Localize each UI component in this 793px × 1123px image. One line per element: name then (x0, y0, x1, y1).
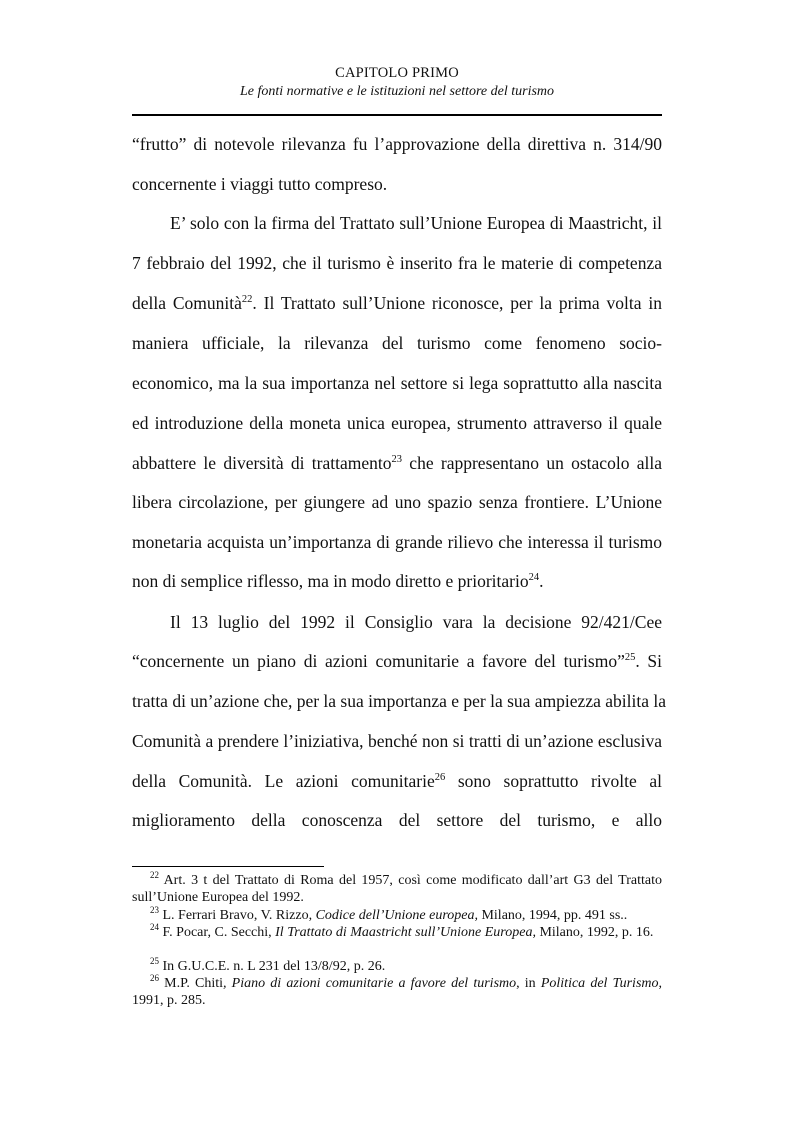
body-line: monetaria acquista un’importanza di grande rilievo che interessa il turismo (132, 532, 662, 552)
footnote-ref: 25 (624, 652, 636, 663)
footnote-ref: 22 (241, 294, 253, 305)
footnote-ref: 24 (528, 572, 540, 583)
body-line: libera circolazione, per giungere ad uno spazio senza frontiere. L’Unione (132, 492, 662, 512)
footnote-separator (132, 866, 324, 867)
running-header (132, 64, 662, 101)
body-line: Comunità a prendere l’iniziativa, benché non si tratti di un’azione esclusiva (132, 731, 662, 751)
body-line: E’ solo con la firma del Trattato sull’Unione Europea di Maastricht, il (170, 213, 662, 233)
body-line: “frutto” di notevole rilevanza fu l’approvazione della direttiva n. 314/90 (132, 134, 662, 154)
body-line: della Comunità$^{22}$. Il Trattato sull’Unione riconosce, per la prima volta in (132, 293, 662, 313)
footnote-22: $^{22}$ Art. 3 t del Trattato di Roma del 1957, così come modificato dall’art G3 del Trattato sull’Unione Europea del 1992. (132, 870, 662, 905)
body-line: miglioramento della conoscenza del settore del turismo, e allo (132, 810, 662, 830)
footnote-24: $^{24}$ F. Pocar, C. Secchi, Il Trattato di Maastricht sull’Unione Europea, Milano, 1992, p. 16. (150, 922, 654, 940)
footnote-26: $^{26}$ M.P. Chiti, Piano di azioni comunitarie a favore del turismo, in Politica del Turismo, 1991, p. 285. (132, 973, 662, 1008)
body-line: abbattere le diversità di trattamento$^{23}$ che rappresentano un ostacolo alla (132, 453, 662, 473)
body-line: “concernente un piano di azioni comunitarie a favore del turismo”$^{25}$. Si (132, 651, 662, 671)
body-line: 7 febbraio del 1992, che il turismo è inserito fra le materie di competenza (132, 253, 662, 273)
footnote-23: $^{23}$ L. Ferrari Bravo, V. Rizzo, Codice dell’Unione europea, Milano, 1994, pp. 491 ss.. (150, 905, 628, 923)
body-line: economico, ma la sua importanza nel settore si lega soprattutto alla nascita (132, 373, 662, 393)
body-line: Il 13 luglio del 1992 il Consiglio vara la decisione 92/421/Cee (170, 612, 662, 632)
body-line: della Comunità. Le azioni comunitarie$^{26}$ sono soprattutto rivolte al (132, 771, 662, 791)
body-line: concernente i viaggi tutto compreso. (132, 174, 388, 194)
body-line: tratta di un’azione che, per la sua importanza e per la sua ampiezza abilita la (132, 691, 666, 711)
chapter-subtitle: Le fonti normative e le istituzioni nel settore del turismo (239, 84, 555, 99)
footnote-25: $^{25}$ In G.U.C.E. n. L 231 del 13/8/92, p. 26. (150, 956, 386, 974)
footnote-ref: 26 (434, 772, 446, 783)
body-line: non di semplice riflesso, ma in modo diretto e prioritario$^{24}$. (132, 571, 544, 591)
body-line: maniera ufficiale, la rilevanza del turismo come fenomeno socio- (132, 333, 662, 353)
chapter-title: CAPITOLO PRIMO (335, 65, 459, 81)
body-line: ed introduzione della moneta unica europea, strumento attraverso il quale (132, 413, 662, 433)
footnote-ref: 23 (391, 454, 402, 465)
header-rule (132, 114, 662, 116)
